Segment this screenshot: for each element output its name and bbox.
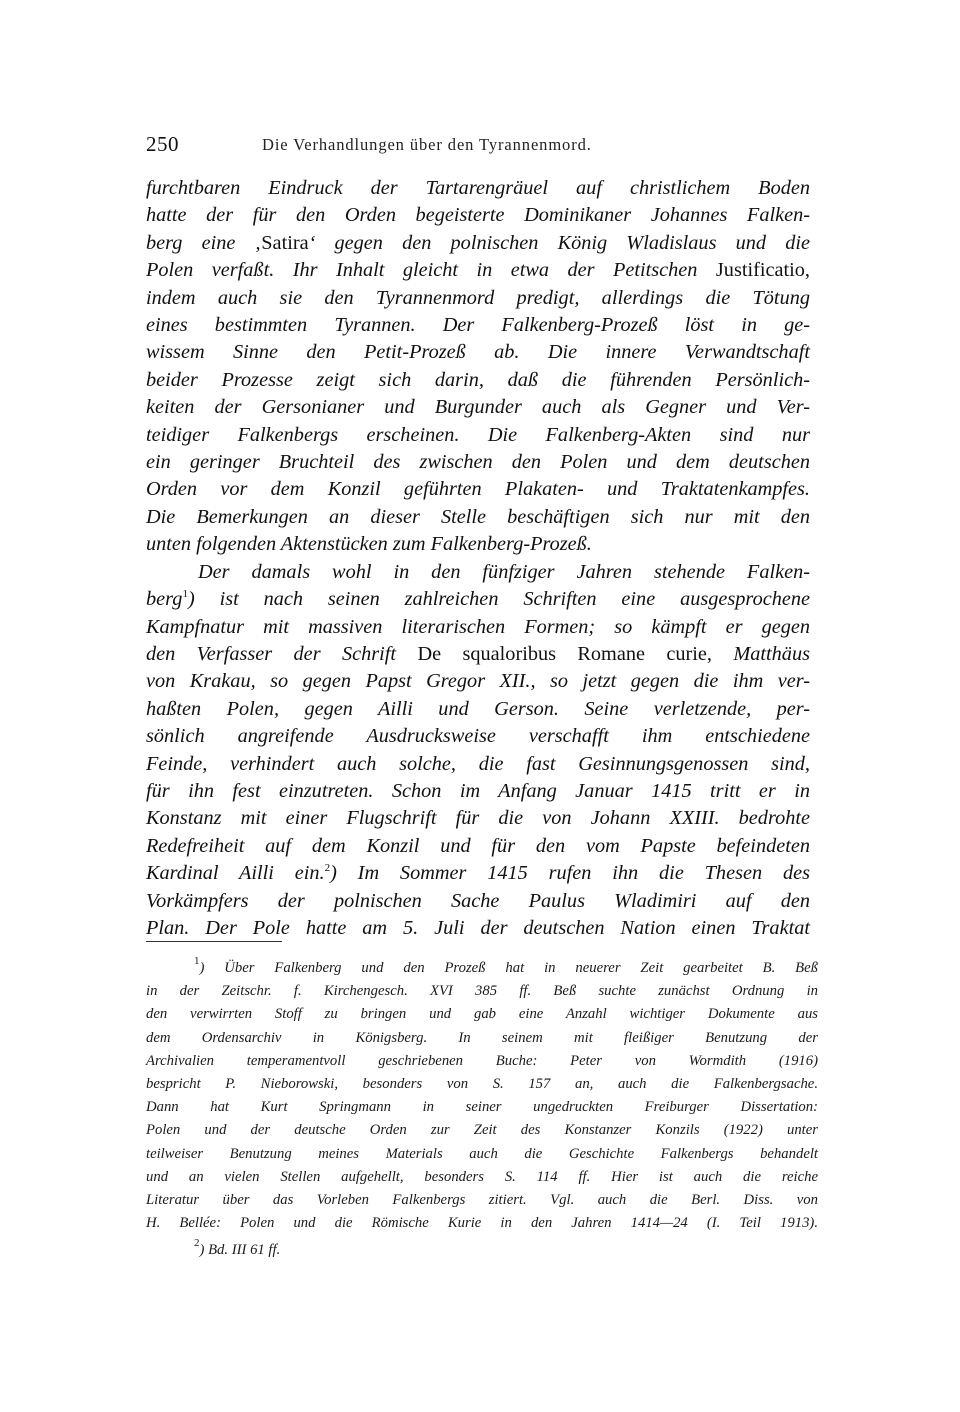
text-line: berg$^1$) ist nach seinen zahlreichen Schriften eine ausgesprochene	[146, 588, 810, 611]
text-line: keiten der Gersonianer und Burgunder auch als Gegner und Ver-	[146, 396, 810, 419]
footnote-ref-2[interactable]: 2	[324, 862, 331, 875]
text-line: wissem Sinne den Petit-Prozeß ab. Die innere Verwandtschaft	[146, 341, 810, 364]
title-de-squaloribus: De squaloribus Romane curie,	[417, 642, 712, 665]
text-line: teidiger Falkenbergs erscheinen. Die Falkenberg-Akten sind nur	[146, 423, 810, 446]
footnote-ref-1[interactable]: 1	[182, 588, 188, 601]
footnote-line: in der Zeitschr. f. Kirchengesch. XVI 385 ff. Beß suchte zunächst Ordnung in	[146, 983, 818, 1000]
text-line: für ihn fest einzutreten. Schon im Anfang Januar 1415 tritt er in	[146, 779, 810, 802]
text-line: Feinde, verhindert auch solche, die fast Gesinnungsgenossen sind,	[146, 752, 810, 775]
running-title: Die Verhandlungen über den Tyrannenmord.	[262, 135, 592, 154]
footnote-line: dem Ordensarchiv in Königsberg. In seinem mit fleißiger Benutzung der	[146, 1029, 818, 1046]
page-number: 250	[146, 132, 179, 156]
text-line: beider Prozesse zeigt sich darin, daß die führenden Persönlich-	[146, 368, 810, 391]
text-line: Orden vor dem Konzil geführten Plakaten- und Traktatenkampfes.	[146, 478, 810, 501]
footnote-divider	[146, 941, 282, 942]
text-line: eines bestimmten Tyrannen. Der Falkenberg-Prozeß löst in ge-	[146, 314, 810, 337]
footnote-line: Archivalien temperamentvoll geschriebenen Buche: Peter von Wormdith (1916)	[146, 1052, 818, 1069]
text-line: ein geringer Bruchteil des zwischen den Polen und dem deutschen	[146, 451, 810, 474]
footnote-line: Literatur über das Vorleben Falkenbergs zitiert. Vgl. auch die Berl. Diss. von	[146, 1192, 818, 1209]
text-line: furchtbaren Eindruck der Tartarengräuel auf christlichem Boden	[146, 177, 810, 199]
footnote-1: $^1$) Über Falkenberg und den Prozeß hat in neuerer Zeit gearbeitet B. Beß	[194, 955, 818, 976]
main-text	[146, 175, 810, 942]
text-line: Vorkämpfers der polnischen Sache Paulus Wladimiri auf den	[146, 889, 810, 912]
title-satira: Satira	[261, 231, 309, 254]
footnote-line: bespricht P. Nieborowski, besonders von S. 157 an, auch die Falkenbergsache.	[146, 1076, 818, 1093]
footnote-line: und an vielen Stellen aufgehellt, besonders S. 114 ff. Hier ist auch die reiche	[146, 1168, 818, 1185]
title-justificatio: Justificatio,	[715, 259, 810, 282]
text-line: Plan. Der Pole hatte am 5. Juli der deutschen Nation einen Traktat	[146, 916, 810, 939]
text-line: unten folgenden Aktenstücken zum Falkenberg-Prozeß.	[146, 533, 592, 556]
text-line: sönlich angreifende Ausdrucksweise verschafft ihm entschiedene	[146, 725, 810, 748]
footnote-line: Polen und der deutsche Orden zur Zeit des Konstanzer Konzils (1922) unter	[146, 1122, 818, 1139]
footnote-2: $^2$) Bd. III 61 ff.	[194, 1237, 281, 1259]
text-line: Polen verfaßt. Ihr Inhalt gleicht in etwa der Petitschen Justificatio,	[146, 259, 810, 282]
footnote-mark-2: 2	[194, 1237, 200, 1250]
text-line: Die Bemerkungen an dieser Stelle beschäftigen sich nur mit den	[146, 505, 810, 528]
text-line: den Verfasser der Schrift De squaloribus Romane curie, Matthäus	[146, 642, 810, 665]
text-line: haßten Polen, gegen Ailli und Gerson. Seine verletzende, per-	[146, 697, 810, 720]
text-line: Kampfnatur mit massiven literarischen Formen; so kämpft er gegen	[146, 615, 810, 638]
footnote-line: Dann hat Kurt Springmann in seiner ungedruckten Freiburger Dissertation:	[146, 1099, 818, 1116]
footnote-line: den verwirrten Stoff zu bringen und gab eine Anzahl wichtiger Dokumente aus	[146, 1006, 818, 1023]
text-line: Konstanz mit einer Flugschrift für die von Johann XXIII. bedrohte	[146, 807, 810, 830]
text-line: Redefreiheit auf dem Konzil und für den vom Papste befeindeten	[146, 834, 810, 857]
text-line: hatte der für den Orden begeisterte Dominikaner Johannes Falken-	[146, 204, 810, 227]
text-line: berg eine ‚Satira‘ gegen den polnischen König Wladislaus und die	[146, 231, 810, 254]
text-line: Der damals wohl in den fünfziger Jahren stehende Falken-	[198, 560, 810, 583]
footnote-mark-1: 1	[194, 955, 200, 967]
text-line: indem auch sie den Tyrannenmord predigt, allerdings die Tötung	[146, 286, 810, 309]
text-line: von Krakau, so gegen Papst Gregor XII., so jetzt gegen die ihm ver-	[146, 670, 810, 693]
text-line: Kardinal Ailli ein.$^2$) Im Sommer 1415 rufen ihn die Thesen des	[146, 862, 810, 885]
page-header	[146, 132, 810, 162]
footnotes	[146, 957, 818, 1263]
footnote-line: teilweiser Benutzung meines Materials auch die Geschichte Falkenbergs behandelt	[146, 1145, 818, 1162]
footnote-line: H. Bellée: Polen und die Römische Kurie in den Jahren 1414—24 (I. Teil 1913).	[146, 1215, 818, 1232]
